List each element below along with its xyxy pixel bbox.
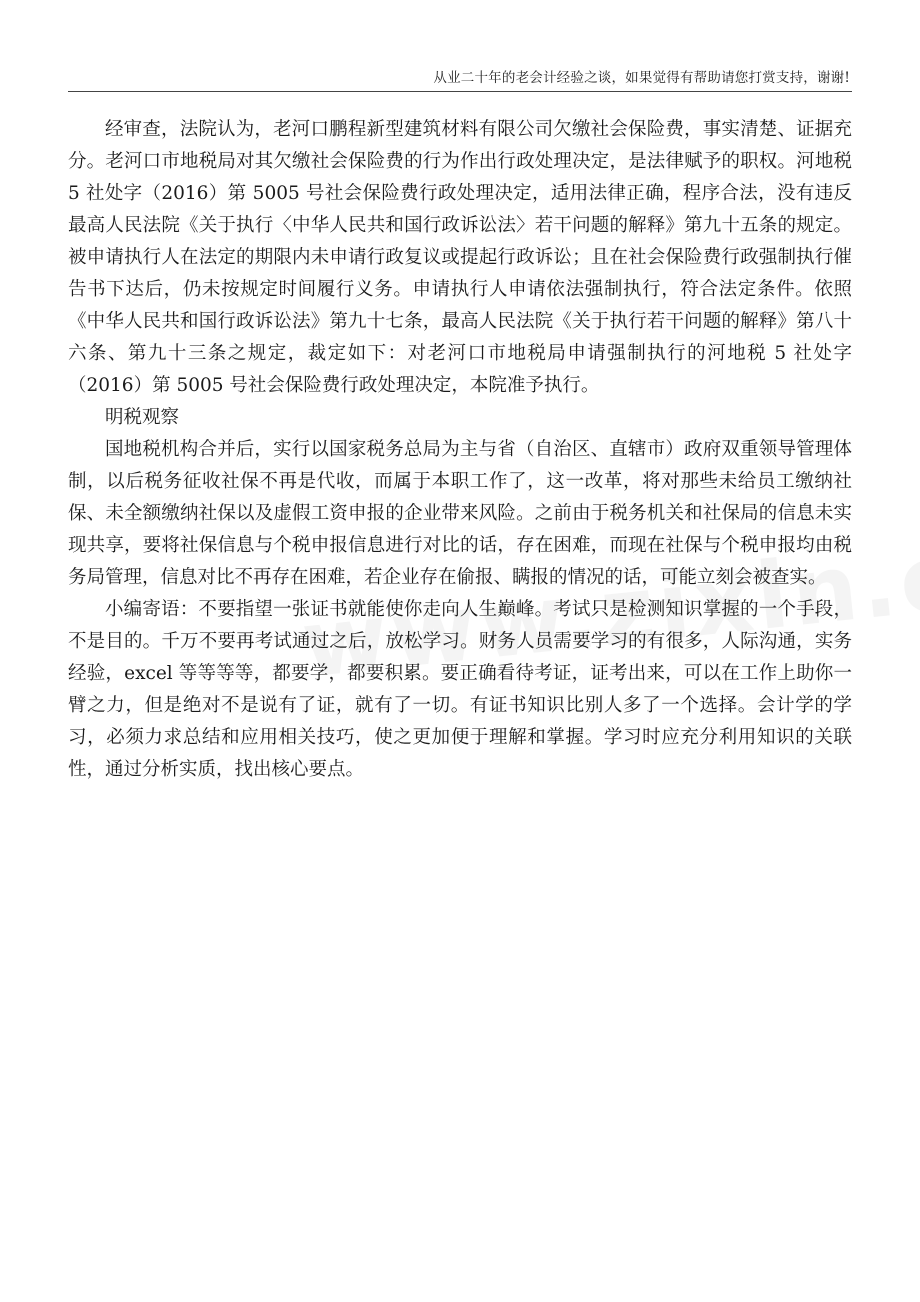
paragraph-tax-merger: 国地税机构合并后，实行以国家税务总局为主与省（自治区、直辖市）政府双重领导管理体制，以后税务征收社保不再是代收，而属于本职工作了，这一改革，将对那些未给员工缴纳社保、未全额缴纳社保以及虚假工资申报的企业带来风险。之前由于税务机关和社保局的信息未实现共享，要将社保信息与个税申报信息进行对比的话，存在困难，而现在社保与个税申报均由税务局管理，信息对比不再存在困难，若企业存在偷报、瞒报的情况的话，可能立刻会被查实。 [68, 439, 852, 588]
header-divider [68, 91, 852, 92]
section-heading-tax-observation: 明税观察 [105, 407, 180, 428]
page-header: 从业二十年的老会计经验之谈，如果觉得有帮助请您打赏支持，谢谢! [433, 70, 850, 86]
document-body [68, 114, 852, 786]
paragraph-court-ruling: 经审查，法院认为，老河口鹏程新型建筑材料有限公司欠缴社会保险费，事实清楚、证据充分。老河口市地税局对其欠缴社会保险费的行为作出行政处理决定，是法律赋予的职权。河地税 5 社处字（2016）第 5005 号社会保险费行政处理决定，适用法律正确，程序合法，没有违反最高人民法院《关于执行〈中华人民共和国行政诉讼法〉若干问题的解释》第九十五条的规定。被申请执行人在法定的期限内未申请行政复议或提起行政诉讼；且在社会保险费行政强制执行催告书下达后，仍未按规定时间履行义务。申请执行人申请依法强制执行，符合法定条件。依照《中华人民共和国行政诉讼法》第九十七条，最高人民法院《关于执行若干问题的解释》第八十六条、第九十三条之规定，裁定如下：对老河口市地税局申请强制执行的河地税 5 社处字（2016）第 5005 号社会保险费行政处理决定，本院准予执行。 [68, 119, 852, 396]
paragraph-editor-note: 小编寄语：不要指望一张证书就能使你走向人生巅峰。考试只是检测知识掌握的一个手段，不是目的。千万不要再考试通过之后，放松学习。财务人员需要学习的有很多，人际沟通，实务经验，excel 等等等等，都要学，都要积累。要正确看待考证，证考出来，可以在工作上助你一臂之力，但是绝对不是说有了证，就有了一切。有证书知识比别人多了一个选择。会计学的学习，必须力求总结和应用相关技巧，使之更加便于理解和掌握。学习时应充分利用知识的关联性，通过分析实质，找出核心要点。 [68, 599, 852, 780]
